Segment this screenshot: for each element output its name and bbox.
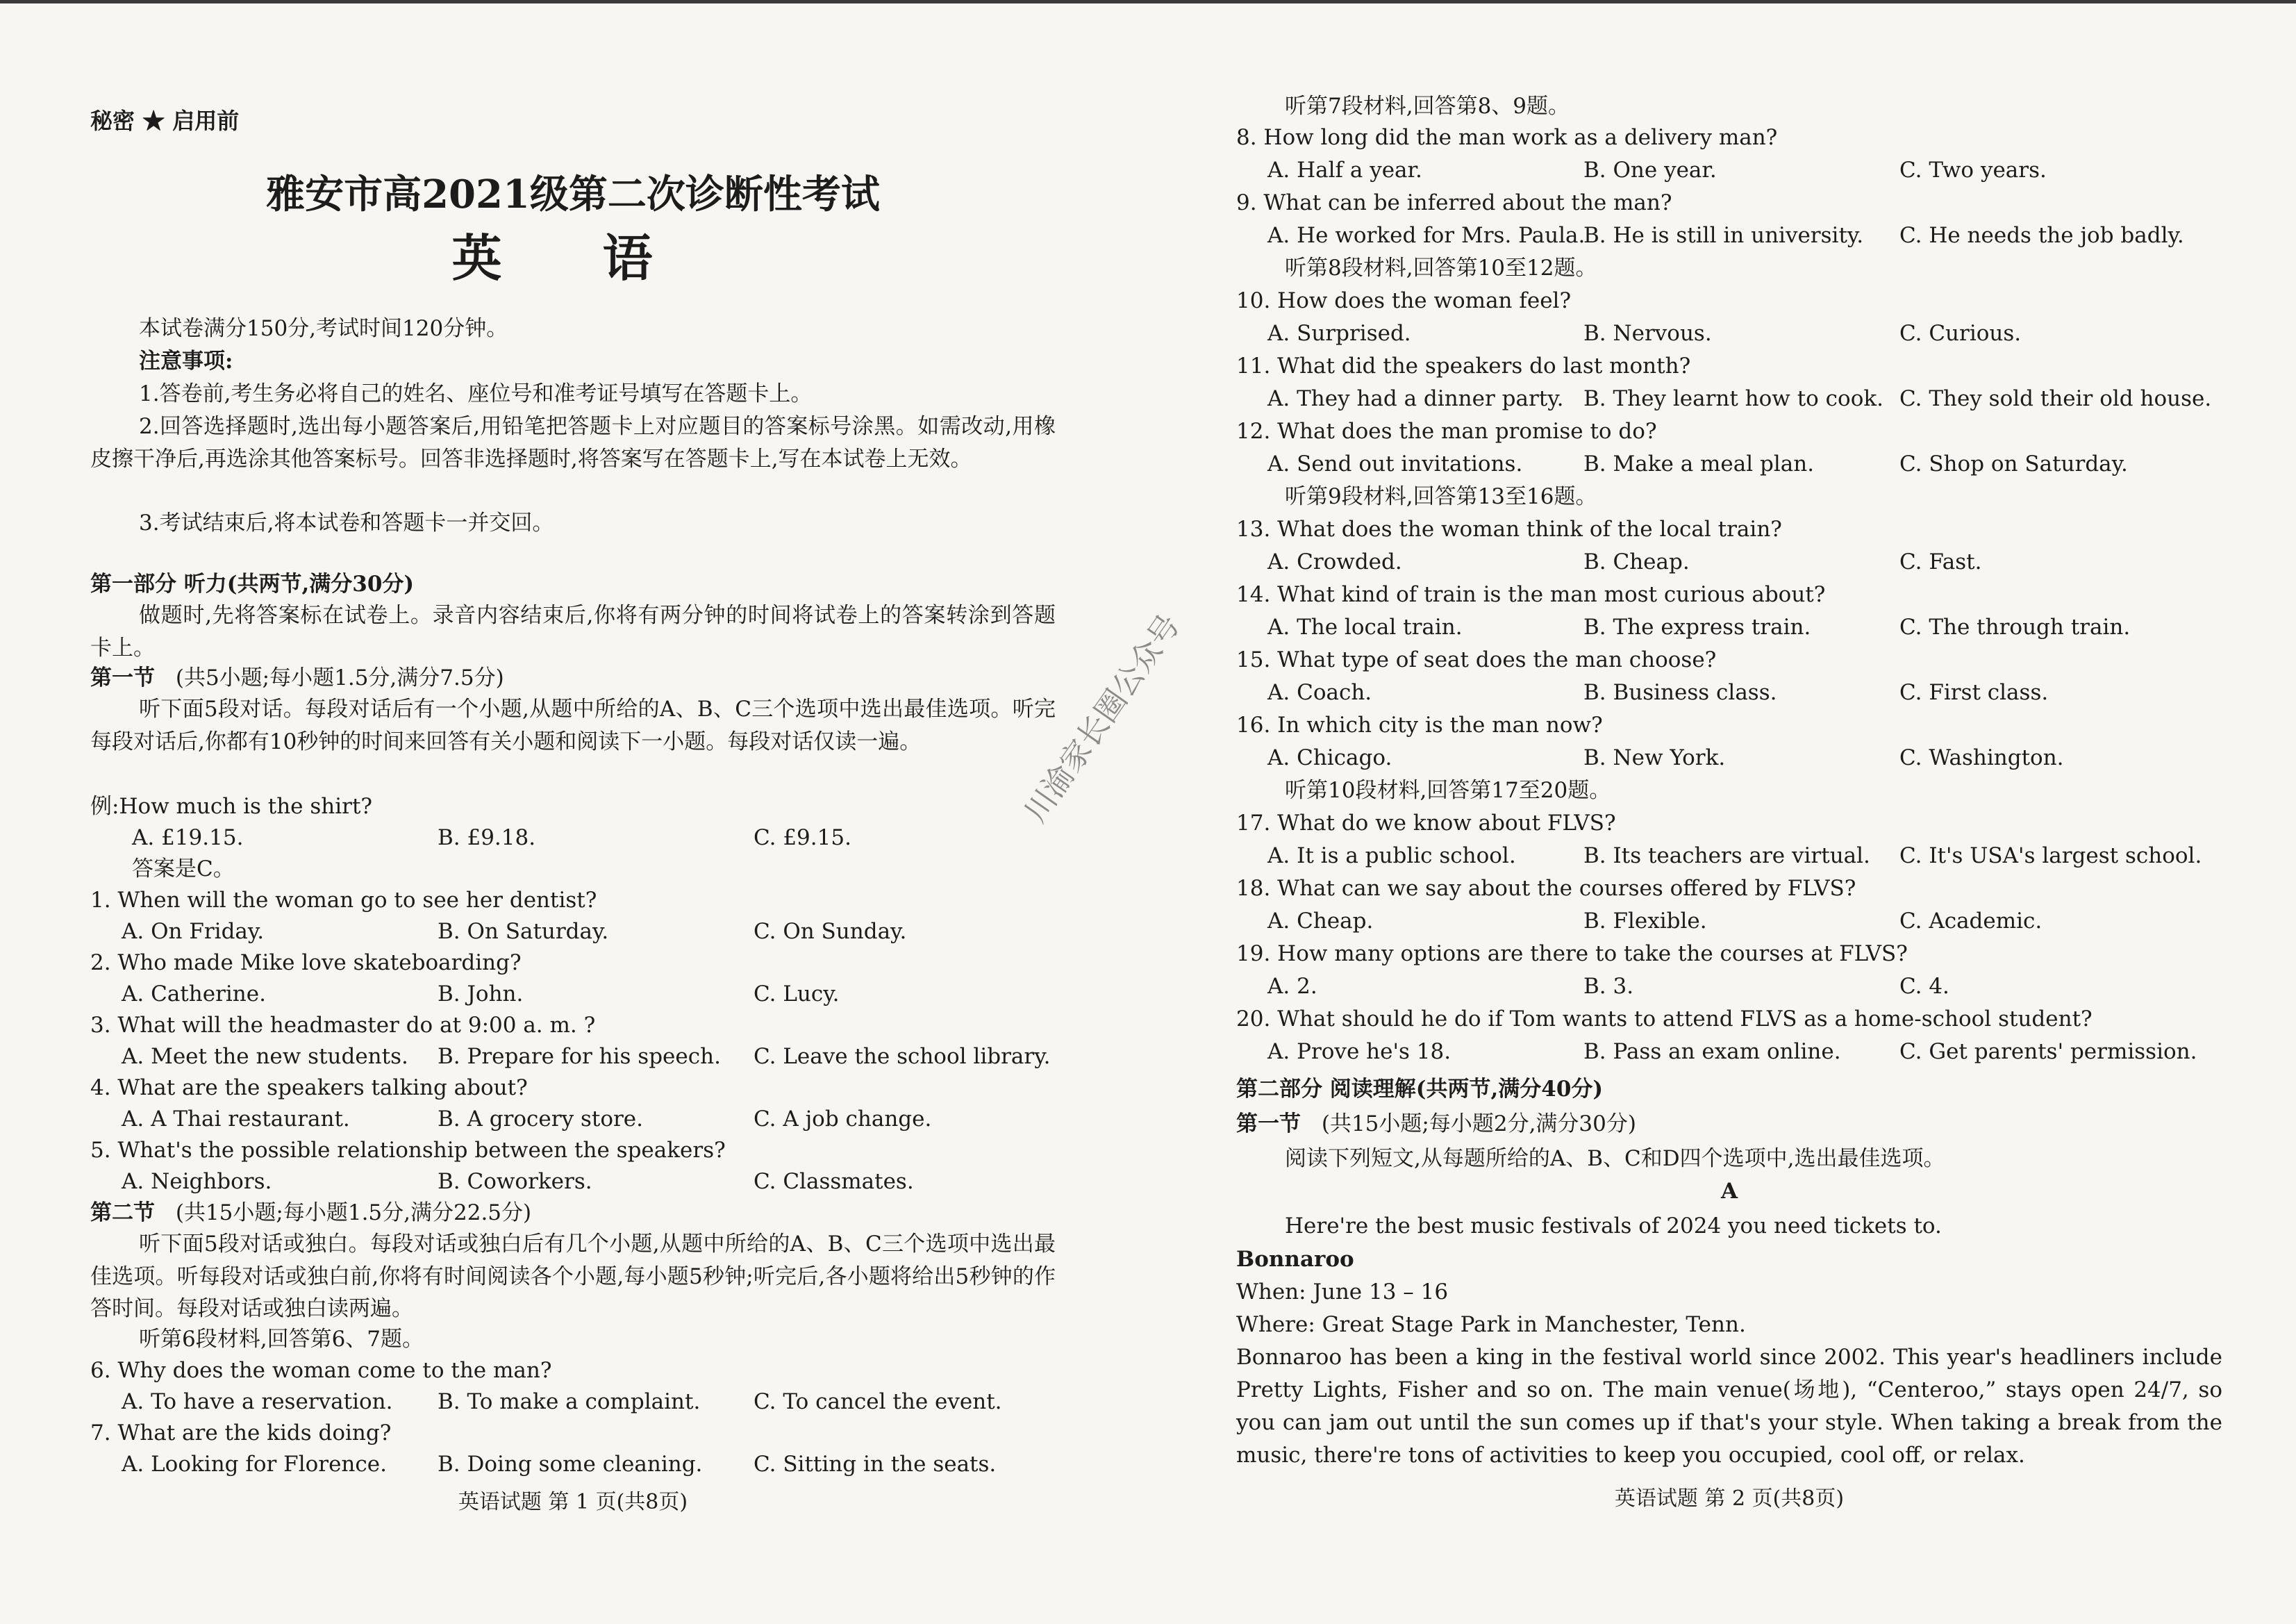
part2-heading: 第二部分 阅读理解(共两节,满分40分) [1236,1077,1604,1102]
question-text: 14. What kind of train is the man most curious about? [1236,582,1826,607]
material-9-label: 听第9段材料,回答第13至16题。 [1285,484,1597,509]
option-c: C. Classmates. [754,1169,914,1194]
material-10-label: 听第10段材料,回答第17至20题。 [1285,778,1611,803]
option-b: B. Doing some cleaning. [438,1452,703,1477]
question-text: 8. How long did the man work as a delivery man? [1236,125,1778,150]
page-2-footer: 英语试题 第 2 页(共8页) [1614,1486,1845,1511]
option-c: C. Get parents' permission. [1899,1039,2197,1064]
sec2-heading-line [90,1197,531,1229]
example-option-a: A. £19.15. [132,825,244,850]
option-a: A. Neighbors. [122,1169,272,1194]
question-text: 5. What's the possible relationship between the speakers? [90,1138,726,1163]
material-7-label: 听第7段材料,回答第8、9题。 [1285,94,1570,119]
option-b: B. 3. [1583,974,1634,999]
option-b: B. Nervous. [1583,321,1712,346]
option-a: A. 2. [1267,974,1317,999]
sec1-heading-line [90,662,504,695]
option-a: A. The local train. [1267,615,1463,640]
option-c: C. Washington. [1899,745,2064,770]
notes-heading: 注意事项: [139,349,233,374]
question-text: 20. What should he do if Tom wants to attend FLVS as a home-school student? [1236,1006,2093,1031]
option-a: A. Cheap. [1267,909,1374,934]
option-c: C. A job change. [754,1107,932,1132]
option-a: A. Chicago. [1267,745,1392,770]
option-c: C. 4. [1899,974,1949,999]
option-c: C. First class. [1899,680,2049,705]
option-a: A. He worked for Mrs. Paula. [1267,223,1586,248]
option-b: B. Cheap. [1583,549,1690,574]
note-2: 2.回答选择题时,选出每小题答案后,用铅笔把答题卡上对应题目的答案标号涂黑。如需改动,用橡皮擦干净后,再选涂其他答案标号。回答非选择题时,将答案写在答题卡上,写在本试卷上无效。 [90,414,1056,472]
note-3: 3.考试结束后,将本试卷和答题卡一并交回。 [139,511,554,536]
option-c: C. He needs the job badly. [1899,223,2184,248]
question-text: 1. When will the woman go to see her dentist? [90,888,597,913]
example-option-b: B. £9.18. [438,825,536,850]
option-c: C. Leave the school library. [754,1044,1051,1069]
option-c: C. On Sunday. [754,919,907,944]
part1-heading: 第一部分 听力(共两节,满分30分) [90,572,415,597]
option-c: C. Academic. [1899,909,2043,934]
option-c: C. Two years. [1899,158,2047,183]
option-a: A. Meet the new students. [122,1044,408,1069]
festival-when: When: June 13 – 16 [1236,1279,1449,1304]
option-b: B. Business class. [1583,680,1777,705]
option-c: C. Shop on Saturday. [1899,451,2128,477]
option-a: A. On Friday. [122,919,265,944]
option-c: C. Curious. [1899,321,2022,346]
option-b: B. Prepare for his speech. [438,1044,721,1069]
option-b: B. One year. [1583,158,1717,183]
option-b: B. Make a meal plan. [1583,451,1815,477]
option-a: A. To have a reservation. [122,1389,393,1414]
option-a: A. Surprised. [1267,321,1411,346]
option-b: B. Coworkers. [438,1169,592,1194]
option-b: B. He is still in university. [1583,223,1864,248]
option-b: B. Pass an exam online. [1583,1039,1841,1064]
example-option-c: C. £9.15. [754,825,851,850]
sec1-heading: 第一节 [90,665,155,690]
page-1-footer: 英语试题 第 1 页(共8页) [458,1490,688,1514]
passage-label: A [1720,1179,1738,1204]
option-b: B. John. [438,981,524,1006]
question-text: 12. What does the man promise to do? [1236,419,1657,444]
option-c: C. It's USA's largest school. [1899,843,2202,868]
watermark: 川渝家长圈公众号 [1017,608,1188,829]
option-c: C. To cancel the event. [754,1389,1002,1414]
option-b: B. On Saturday. [438,919,609,944]
question-text: 4. What are the speakers talking about? [90,1075,528,1100]
sec2-heading: 第二节 [90,1200,155,1225]
example-question: 例:How much is the shirt? [90,794,373,819]
question-text: 19. How many options are there to take the courses at FLVS? [1236,941,1908,966]
option-a: A. Looking for Florence. [122,1452,387,1477]
option-b: B. A grocery store. [438,1107,643,1132]
material-6-label: 听第6段材料,回答第6、7题。 [139,1327,424,1352]
option-b: B. To make a complaint. [438,1389,701,1414]
option-a: A. Send out invitations. [1267,451,1523,477]
question-text: 7. What are the kids doing? [90,1420,392,1445]
festival-where: Where: Great Stage Park in Manchester, Tenn. [1236,1312,1746,1337]
part2-sec1-heading: 第一节 [1236,1111,1301,1136]
festival-name: Bonnaroo [1236,1247,1354,1272]
sec1-instruction: 听下面5段对话。每段对话后有一个小题,从题中所给的A、B、C三个选项中选出最佳选项。听完每段对话后,你都有10秒钟的时间来回答有关小题和阅读下一小题。每段对话仅读一遍。 [90,697,1056,754]
page-2 [1236,0,2222,1624]
question-text: 3. What will the headmaster do at 9:00 a. m. ? [90,1013,596,1038]
question-text: 15. What type of seat does the man choose? [1236,647,1717,672]
option-a: A. They had a dinner party. [1267,386,1564,411]
part2-sec1-score: (共15小题;每小题2分,满分30分) [1321,1111,1636,1136]
sec2-score: (共15小题;每小题1.5分,满分22.5分) [175,1200,532,1225]
example-answer: 答案是C。 [132,856,235,881]
option-b: B. New York. [1583,745,1726,770]
festival-description: Bonnaroo has been a king in the festival world since 2002. This year's headliners include Pretty Lights, Fisher and so on. The main venue(场地), “Centeroo,” stays open 24/7, so you can jam out until the sun comes up if that's your style. When taking a break from the music, there're tons of activities to keep you occupied, cool off, or relax. [1236,1345,2222,1468]
question-text: 2. Who made Mike love skateboarding? [90,950,522,975]
option-c: C. They sold their old house. [1899,386,2212,411]
option-c: C. Lucy. [754,981,840,1006]
option-b: B. They learnt how to cook. [1583,386,1884,411]
part2-sec1-heading-line [1236,1108,1636,1141]
question-text: 11. What did the speakers do last month? [1236,354,1691,379]
option-a: A. Catherine. [122,981,266,1006]
option-a: A. A Thai restaurant. [122,1107,350,1132]
subject-title: 英 语 [451,229,694,288]
option-a: A. Half a year. [1267,158,1422,183]
option-c: C. The through train. [1899,615,2131,640]
option-a: A. Prove he's 18. [1267,1039,1451,1064]
option-a: A. Coach. [1267,680,1372,705]
option-c: C. Sitting in the seats. [754,1452,997,1477]
option-b: B. Flexible. [1583,909,1707,934]
passage-intro: Here're the best music festivals of 2024 you need tickets to. [1285,1213,1942,1238]
option-b: B. Its teachers are virtual. [1583,843,1870,868]
page-1 [90,0,1056,1624]
option-c: C. Fast. [1899,549,1982,574]
material-8-label: 听第8段材料,回答第10至12题。 [1285,256,1597,281]
part1-instruction: 做题时,先将答案标在试卷上。录音内容结束后,你将有两分钟的时间将试卷上的答案转涂到答题卡上。 [90,603,1056,661]
sec2-instruction: 听下面5段对话或独白。每段对话或独白后有几个小题,从题中所给的A、B、C三个选项中选出最佳选项。听每段对话或独白前,你将有时间阅读各个小题,每小题5秒钟;听完后,各小题将给出5秒钟的作答时间。每段对话或独白读两遍。 [90,1232,1056,1321]
question-text: 13. What does the woman think of the local train? [1236,517,1782,542]
note-1: 1.答卷前,考生务必将自己的姓名、座位号和准考证号填写在答题卡上。 [139,381,813,406]
question-text: 17. What do we know about FLVS? [1236,811,1616,836]
confidential-label: 秘密 ★ 启用前 [90,108,240,134]
question-text: 18. What can we say about the courses offered by FLVS? [1236,876,1856,901]
question-text: 10. How does the woman feel? [1236,288,1572,313]
question-text: 9. What can be inferred about the man? [1236,190,1672,215]
exam-intro: 本试卷满分150分,考试时间120分钟。 [139,316,508,341]
question-text: 6. Why does the woman come to the man? [90,1358,552,1383]
option-a: A. It is a public school. [1267,843,1516,868]
sec1-score: (共5小题;每小题1.5分,满分7.5分) [175,665,504,690]
exam-title: 雅安市高2021级第二次诊断性考试 [266,172,880,217]
option-a: A. Crowded. [1267,549,1402,574]
option-b: B. The express train. [1583,615,1811,640]
question-text: 16. In which city is the man now? [1236,713,1603,738]
part2-instruction: 阅读下列短文,从每题所给的A、B、C和D四个选项中,选出最佳选项。 [1285,1146,1945,1171]
